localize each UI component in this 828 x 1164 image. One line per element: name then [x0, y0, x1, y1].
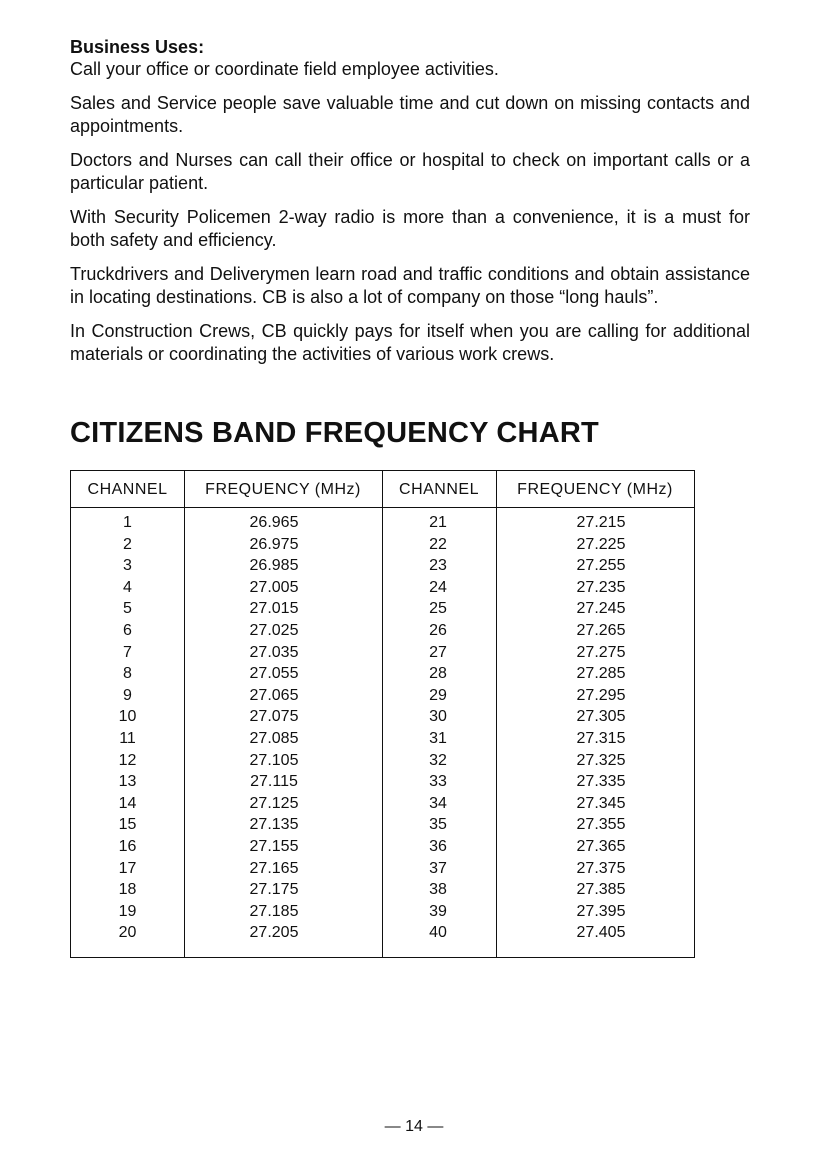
paragraph-construction: In Construction Crews, CB quickly pays for itself when you are calling for additional materials or coordinating the activities of various work crews. [70, 320, 750, 364]
frequency-cell: 27.275 [576, 643, 626, 661]
channel-cell: 31 [429, 729, 447, 747]
business-uses-section [70, 36, 750, 377]
frequency-cell: 27.005 [249, 578, 299, 596]
channel-cell: 8 [123, 665, 132, 683]
channel-cell: 36 [429, 837, 447, 855]
channel-cell: 37 [429, 859, 447, 877]
channel-cell: 23 [429, 557, 447, 575]
frequency-cell: 27.035 [249, 643, 299, 661]
paragraph-truckdrivers: Truckdrivers and Deliverymen learn road and traffic conditions and obtain assistance in locating destinations. CB is also a lot of company on those “long hauls”. [70, 263, 750, 307]
channel-cell: 10 [118, 708, 137, 726]
channel-cell: 39 [429, 902, 447, 920]
channel-cell: 28 [429, 665, 447, 683]
frequency-cell: 27.225 [576, 535, 626, 553]
channel-cell: 5 [123, 600, 132, 618]
frequency-cell: 27.065 [249, 686, 299, 704]
channel-cell: 7 [123, 643, 132, 661]
channel-cell: 6 [123, 621, 132, 639]
channel-cell: 17 [118, 859, 137, 877]
frequency-cell: 27.105 [249, 751, 299, 769]
paragraph-doctors-nurses: Doctors and Nurses can call their office or hospital to check on important calls or a particular patient. [70, 149, 750, 193]
frequency-cell: 27.185 [249, 902, 299, 920]
header-channel-left: CHANNEL [87, 481, 168, 498]
frequency-table [70, 470, 695, 958]
business-uses-heading: Business Uses: [70, 37, 205, 57]
frequency-column-left [184, 512, 364, 944]
frequency-cell: 27.335 [576, 773, 626, 791]
frequency-cell: 27.325 [576, 751, 626, 769]
frequency-cell: 27.015 [249, 600, 299, 618]
channel-cell: 30 [429, 708, 447, 726]
frequency-cell: 27.265 [576, 621, 626, 639]
channel-cell: 27 [429, 643, 447, 661]
channel-cell: 25 [429, 600, 447, 618]
frequency-cell: 26.985 [249, 557, 299, 575]
frequency-cell: 27.395 [576, 902, 626, 920]
frequency-chart-title: CITIZENS BAND FREQUENCY CHART [70, 417, 599, 449]
frequency-cell: 27.155 [249, 837, 299, 855]
channel-cell: 9 [123, 686, 132, 704]
frequency-cell: 27.025 [249, 621, 299, 639]
frequency-cell: 27.175 [249, 881, 299, 899]
frequency-cell: 27.305 [576, 708, 626, 726]
channel-cell: 24 [429, 578, 447, 596]
channel-cell: 14 [118, 794, 137, 812]
frequency-cell: 27.295 [576, 686, 626, 704]
channel-cell: 19 [118, 902, 137, 920]
channel-column-right [382, 512, 494, 944]
paragraph-sales-service: Sales and Service people save valuable time and cut down on missing contacts and appointments. [70, 92, 750, 136]
frequency-cell: 27.375 [576, 859, 626, 877]
channel-cell: 40 [429, 924, 447, 942]
frequency-cell: 27.345 [576, 794, 626, 812]
channel-cell: 29 [429, 686, 447, 704]
frequency-cell: 27.205 [249, 924, 299, 942]
header-frequency-right: FREQUENCY (MHz) [517, 481, 673, 498]
channel-cell: 3 [123, 557, 132, 575]
channel-cell: 1 [123, 514, 132, 531]
channel-cell: 2 [123, 535, 132, 553]
frequency-cell: 27.125 [249, 794, 299, 812]
frequency-cell: 27.245 [576, 600, 626, 618]
header-frequency-left: FREQUENCY (MHz) [205, 481, 361, 498]
frequency-cell: 27.075 [249, 708, 299, 726]
paragraph-office: Call your office or coordinate field employee activities. [70, 59, 499, 79]
channel-cell: 35 [429, 816, 447, 834]
frequency-cell: 27.055 [249, 665, 299, 683]
channel-cell: 4 [123, 578, 132, 596]
channel-cell: 38 [429, 881, 447, 899]
paragraph-security: With Security Policemen 2-way radio is more than a convenience, it is a must for both safety and efficiency. [70, 206, 750, 250]
frequency-cell: 27.285 [576, 665, 626, 683]
channel-cell: 32 [429, 751, 447, 769]
channel-cell: 13 [118, 773, 137, 791]
channel-cell: 26 [429, 621, 447, 639]
frequency-cell: 27.385 [576, 881, 626, 899]
table-header-divider [71, 507, 694, 508]
frequency-cell: 27.165 [249, 859, 299, 877]
frequency-cell: 26.965 [249, 514, 299, 531]
frequency-cell: 27.135 [249, 816, 299, 834]
frequency-cell: 27.405 [576, 924, 626, 942]
channel-cell: 12 [118, 751, 137, 769]
channel-cell: 16 [118, 837, 137, 855]
channel-cell: 18 [118, 881, 137, 899]
frequency-cell: 27.365 [576, 837, 626, 855]
frequency-cell: 27.355 [576, 816, 626, 834]
channel-cell: 15 [118, 816, 137, 834]
frequency-cell: 27.215 [576, 514, 626, 531]
channel-cell: 33 [429, 773, 447, 791]
channel-cell: 22 [429, 535, 447, 553]
frequency-cell: 27.315 [576, 729, 626, 747]
channel-column-left [71, 512, 184, 944]
frequency-cell: 26.975 [249, 535, 299, 553]
frequency-cell: 27.235 [576, 578, 626, 596]
channel-cell: 34 [429, 794, 447, 812]
page-number: — 14 — [384, 1118, 444, 1135]
header-channel-right: CHANNEL [399, 481, 479, 498]
frequency-cell: 27.085 [249, 729, 299, 747]
channel-cell: 11 [119, 729, 136, 747]
frequency-cell: 27.115 [250, 773, 298, 791]
channel-cell: 21 [429, 514, 447, 531]
channel-cell: 20 [118, 924, 137, 942]
frequency-cell: 27.255 [576, 557, 626, 575]
frequency-column-right [496, 512, 706, 944]
